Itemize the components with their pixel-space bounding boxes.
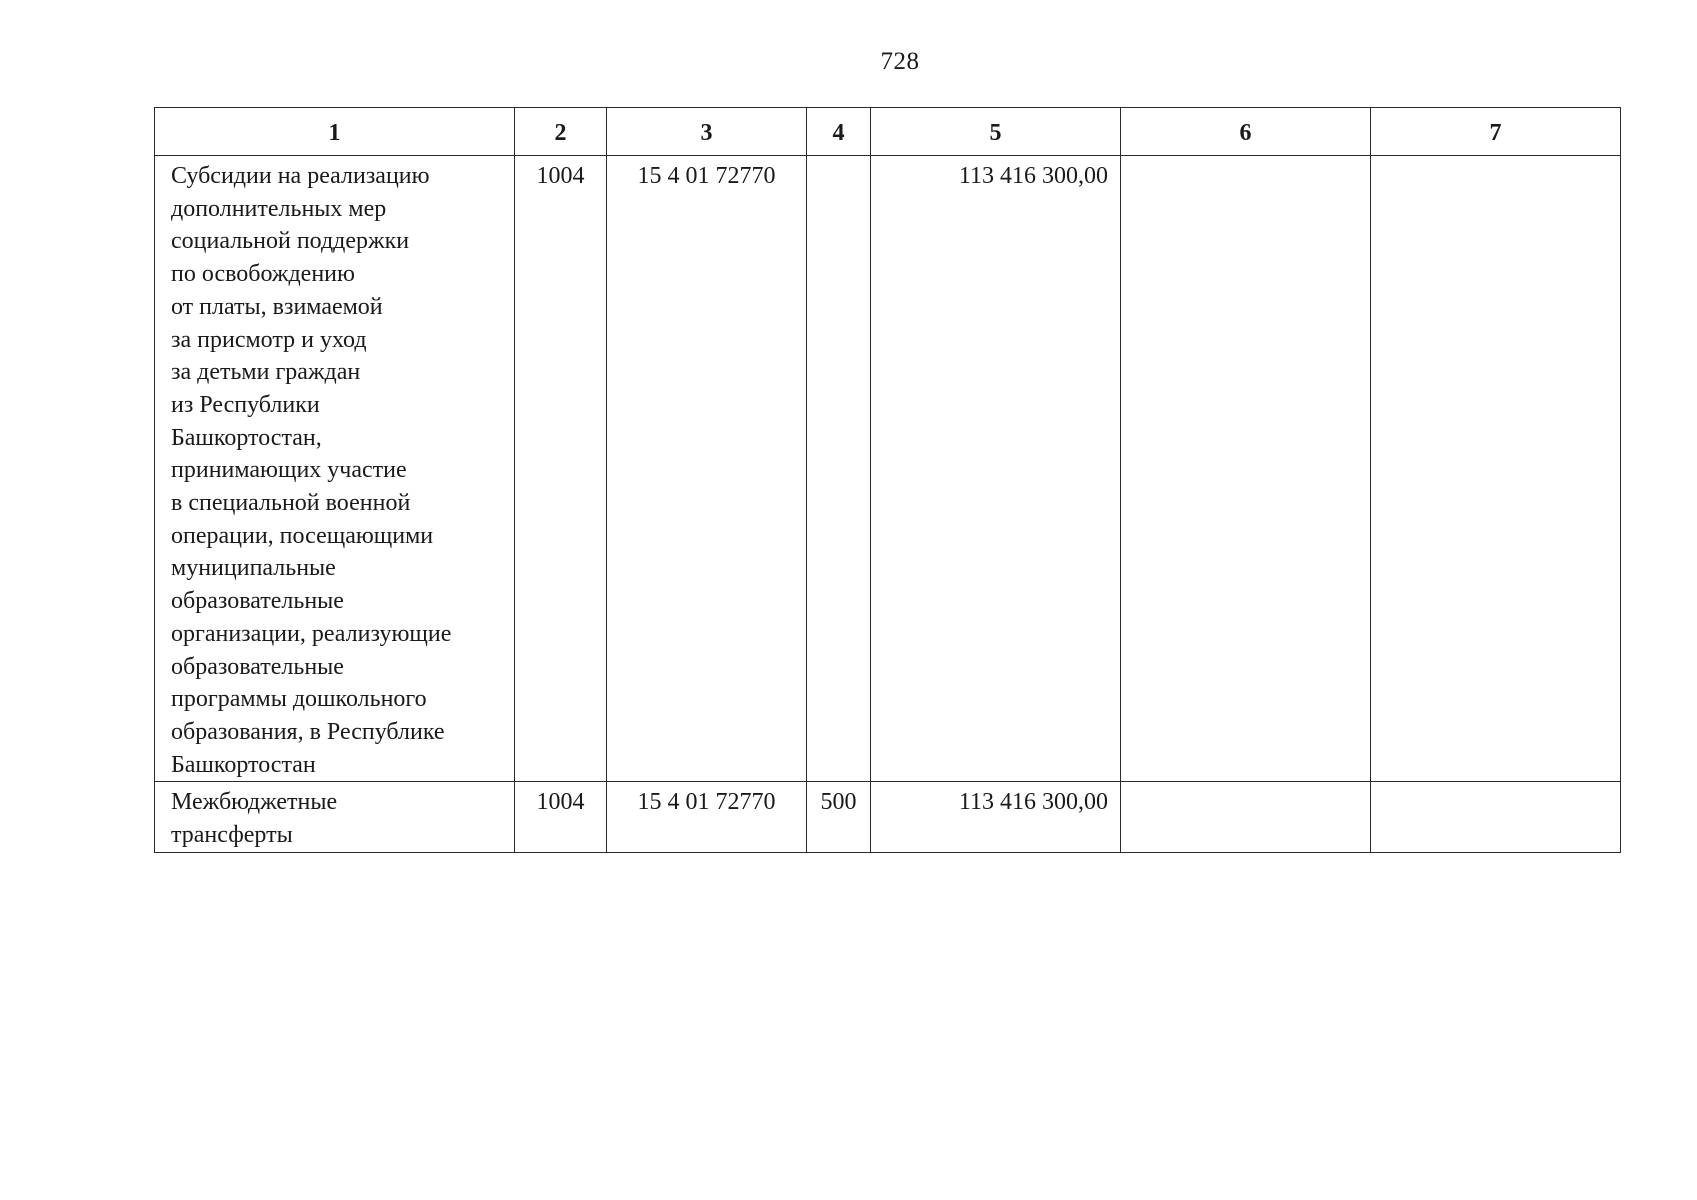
row-name-line: за присмотр и уход bbox=[171, 326, 367, 353]
table-row bbox=[155, 156, 1621, 782]
row-target-item-cell: 15 4 01 72770 bbox=[607, 156, 807, 782]
row-name-line: в специальной военной bbox=[171, 490, 411, 517]
row-name-line: дополнительных мер bbox=[171, 195, 387, 222]
row-col7-cell bbox=[1371, 156, 1621, 782]
row-name-line: из Республики bbox=[171, 391, 320, 418]
column-header-7: 7 bbox=[1371, 108, 1621, 156]
row-name-line: Башкортостан, bbox=[171, 424, 322, 451]
table-row bbox=[155, 782, 1621, 852]
row-col6-cell bbox=[1121, 782, 1371, 852]
row-name-line: от платы, взимаемой bbox=[171, 293, 383, 320]
row-name-line: Субсидии на реализацию bbox=[171, 163, 430, 189]
row-col7-cell bbox=[1371, 782, 1621, 852]
row-expense-type-cell bbox=[807, 156, 871, 782]
row-name-line: образования, в Республике bbox=[171, 718, 445, 745]
column-header-4: 4 bbox=[807, 108, 871, 156]
column-header-2: 2 bbox=[515, 108, 607, 156]
row-name-line: Межбюджетные bbox=[171, 789, 338, 816]
row-name-line: образовательные bbox=[171, 653, 344, 680]
row-name-line: организации, реализующие bbox=[171, 620, 452, 647]
row-name-line: принимающих участие bbox=[171, 457, 407, 484]
column-header-3: 3 bbox=[607, 108, 807, 156]
row-expense-type-cell: 500 bbox=[807, 782, 871, 852]
row-amount-cell: 113 416 300,00 bbox=[871, 156, 1121, 782]
column-header-1: 1 bbox=[155, 108, 515, 156]
row-name-line: образовательные bbox=[171, 588, 344, 615]
row-name-line: Башкортостан bbox=[171, 751, 316, 778]
row-name-line: за детьми граждан bbox=[171, 359, 361, 386]
row-section-cell: 1004 bbox=[515, 782, 607, 852]
row-name-line: муниципальные bbox=[171, 555, 336, 582]
column-header-5: 5 bbox=[871, 108, 1121, 156]
column-header-6: 6 bbox=[1121, 108, 1371, 156]
row-section-cell: 1004 bbox=[515, 156, 607, 782]
row-name-line: по освобождению bbox=[171, 261, 355, 288]
row-name-cell bbox=[155, 156, 515, 782]
header-row bbox=[155, 108, 1621, 156]
row-name-line: операции, посещающими bbox=[171, 522, 434, 549]
row-col6-cell bbox=[1121, 156, 1371, 782]
budget-table bbox=[154, 107, 1621, 853]
row-name-cell bbox=[155, 782, 515, 852]
row-name-line: трансферты bbox=[171, 822, 293, 849]
page-number: 728 bbox=[880, 48, 920, 75]
row-amount-cell: 113 416 300,00 bbox=[871, 782, 1121, 852]
row-name-line: социальной поддержки bbox=[171, 228, 410, 255]
row-target-item-cell: 15 4 01 72770 bbox=[607, 782, 807, 852]
row-name-line: программы дошкольного bbox=[171, 686, 427, 713]
